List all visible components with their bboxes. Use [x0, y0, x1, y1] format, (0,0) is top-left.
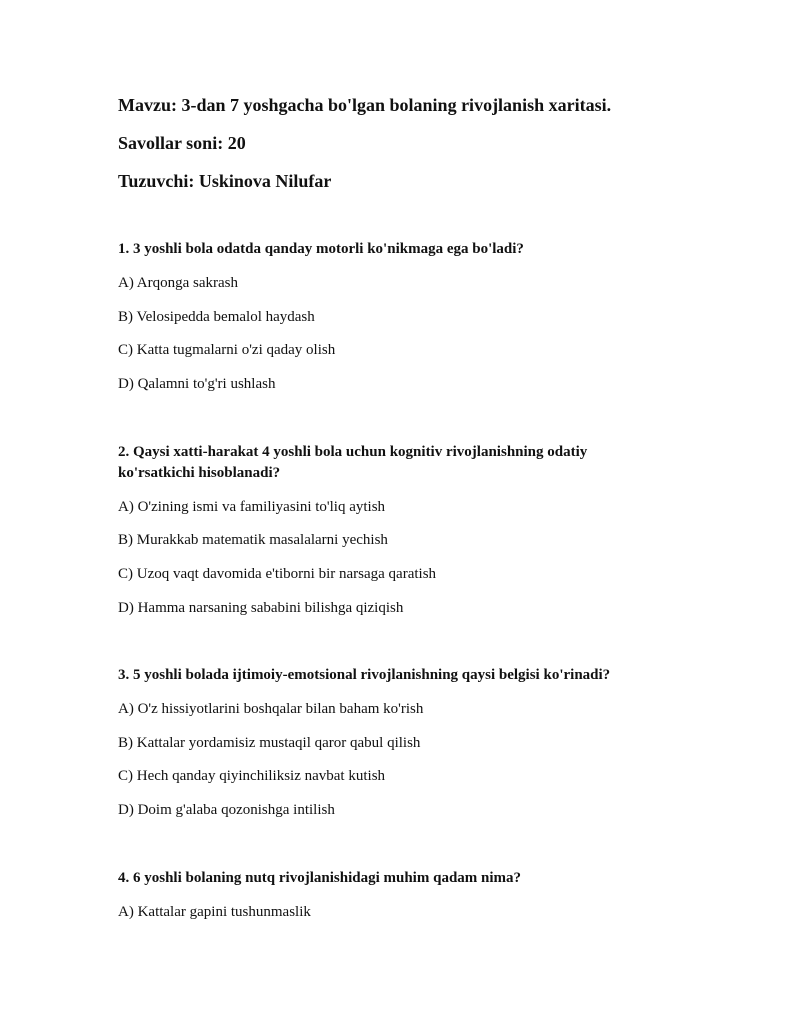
question-3-option-b: B) Kattalar yordamisiz mustaqil qaror qabul qilish — [118, 735, 421, 751]
topic-heading: Mavzu: 3-dan 7 yoshgacha bo'lgan bolaning rivojlanish xaritasi. — [118, 95, 612, 115]
question-1-option-a: A) Arqonga sakrash — [118, 275, 238, 291]
question-3-option-d: D) Doim g'alaba qozonishga intilish — [118, 802, 335, 818]
question-1-option-b: B) Velosipedda bemalol haydash — [118, 309, 315, 325]
question-4-option-a: A) Kattalar gapini tushunmaslik — [118, 904, 311, 920]
question-3-text: 3. 5 yoshli bolada ijtimoiy-emotsional rivojlanishning qaysi belgisi ko'rinadi? — [118, 667, 611, 683]
question-1-option-c: C) Katta tugmalarni o'zi qaday olish — [118, 342, 336, 358]
question-2-option-b: B) Murakkab matematik masalalarni yechish — [118, 532, 388, 548]
question-count-heading: Savollar soni: 20 — [118, 133, 246, 153]
question-1-option-d: D) Qalamni to'g'ri ushlash — [118, 376, 276, 392]
question-2-text — [118, 442, 678, 484]
question-2-option-a: A) O'zining ismi va familiyasini to'liq aytish — [118, 499, 386, 515]
question-1-text: 1. 3 yoshli bola odatda qanday motorli ko'nikmaga ega bo'ladi? — [118, 241, 524, 257]
question-3-option-c: C) Hech qanday qiyinchiliksiz navbat kutish — [118, 768, 386, 784]
question-3-option-a: A) O'z hissiyotlarini boshqalar bilan baham ko'rish — [118, 701, 424, 717]
question-2-option-c: C) Uzoq vaqt davomida e'tiborni bir narsaga qaratish — [118, 566, 437, 582]
question-2-option-d: D) Hamma narsaning sababini bilishga qiziqish — [118, 600, 404, 616]
question-4-text: 4. 6 yoshli bolaning nutq rivojlanishidagi muhim qadam nima? — [118, 870, 522, 886]
author-heading: Tuzuvchi: Uskinova Nilufar — [118, 171, 332, 191]
question-2-text-line-2: ko'rsatkichi hisoblanadi? — [118, 465, 281, 481]
question-2-text-line-1: 2. Qaysi xatti-harakat 4 yoshli bola uchun kognitiv rivojlanishning odatiy — [118, 444, 588, 460]
